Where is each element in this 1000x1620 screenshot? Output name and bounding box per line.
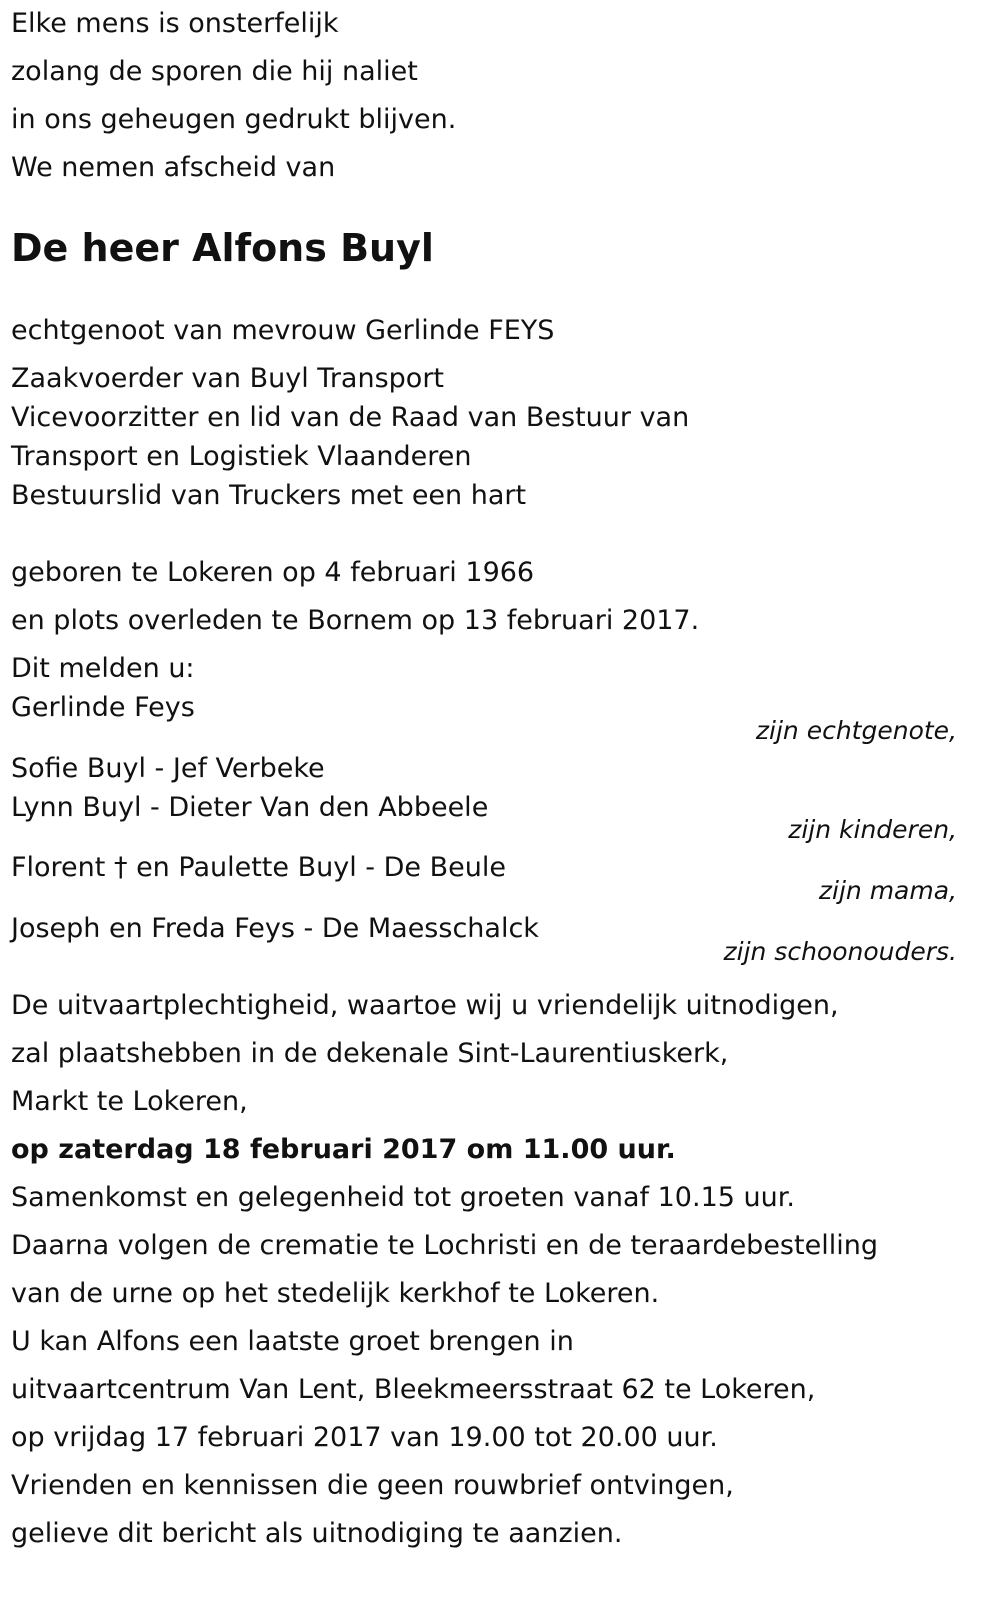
family-spouse-role: zijn echtgenote, [755, 716, 957, 745]
family-child-2: Lynn Buyl - Dieter Van den Abbeele [11, 792, 489, 823]
after-line-8: gelieve dit bericht als uitnodiging te aanzien. [11, 1518, 623, 1549]
family-parents-name-2: en Paulette Buyl - De Beule [136, 852, 506, 883]
after-line-1: Samenkomst en gelegenheid tot groeten vanaf 10.15 uur. [11, 1182, 795, 1213]
function-line-1: Zaakvoerder van Buyl Transport [11, 363, 445, 394]
poem-line-2: zolang de sporen die hij naliet [11, 56, 418, 87]
family-parents [11, 852, 506, 884]
birth-line: geboren te Lokeren op 4 februari 1966 [11, 557, 535, 588]
funeral-line-3: Markt te Lokeren, [11, 1086, 248, 1117]
death-line: en plots overleden te Bornem op 13 februari 2017. [11, 605, 700, 636]
poem-line-1: Elke mens is onsterfelijk [11, 8, 339, 39]
after-line-7: Vrienden en kennissen die geen rouwbrief ontvingen, [11, 1470, 734, 1501]
after-line-4: U kan Alfons een laatste groet brengen in [11, 1326, 574, 1357]
family-spouse-name: Gerlinde Feys [11, 692, 195, 723]
funeral-line-2: zal plaatshebben in de dekenale Sint-Laurentiuskerk, [11, 1038, 729, 1069]
spouse-line: echtgenoot van mevrouw Gerlinde FEYS [11, 315, 555, 346]
function-line-4: Bestuurslid van Truckers met een hart [11, 480, 527, 511]
family-in-laws-role: zijn schoonouders. [723, 937, 957, 966]
announced-by: Dit melden u: [11, 653, 195, 684]
family-parents-name-1: Florent [11, 852, 106, 883]
family-in-laws-name: Joseph en Freda Feys - De Maesschalck [11, 913, 539, 944]
funeral-date: op zaterdag 18 februari 2017 om 11.00 uur. [11, 1134, 676, 1165]
poem-line-3: in ons geheugen gedrukt blijven. [11, 104, 457, 135]
after-line-2: Daarna volgen de crematie te Lochristi en de teraardebestelling [11, 1230, 878, 1261]
family-parents-role: zijn mama, [818, 876, 957, 905]
after-line-3: van de urne op het stedelijk kerkhof te Lokeren. [11, 1278, 660, 1309]
funeral-line-1: De uitvaartplechtigheid, waartoe wij u vriendelijk uitnodigen, [11, 990, 839, 1021]
function-line-3: Transport en Logistiek Vlaanderen [11, 441, 472, 472]
function-line-2: Vicevoorzitter en lid van de Raad van Bestuur van [11, 402, 690, 433]
deceased-name: De heer Alfons Buyl [11, 226, 434, 270]
cross-icon: † [113, 852, 128, 883]
family-children-role: zijn kinderen, [788, 815, 957, 844]
family-child-1: Sofie Buyl - Jef Verbeke [11, 753, 325, 784]
after-line-6: op vrijdag 17 februari 2017 van 19.00 tot 20.00 uur. [11, 1422, 718, 1453]
after-line-5: uitvaartcentrum Van Lent, Bleekmeersstraat 62 te Lokeren, [11, 1374, 816, 1405]
poem-line-4: We nemen afscheid van [11, 152, 336, 183]
